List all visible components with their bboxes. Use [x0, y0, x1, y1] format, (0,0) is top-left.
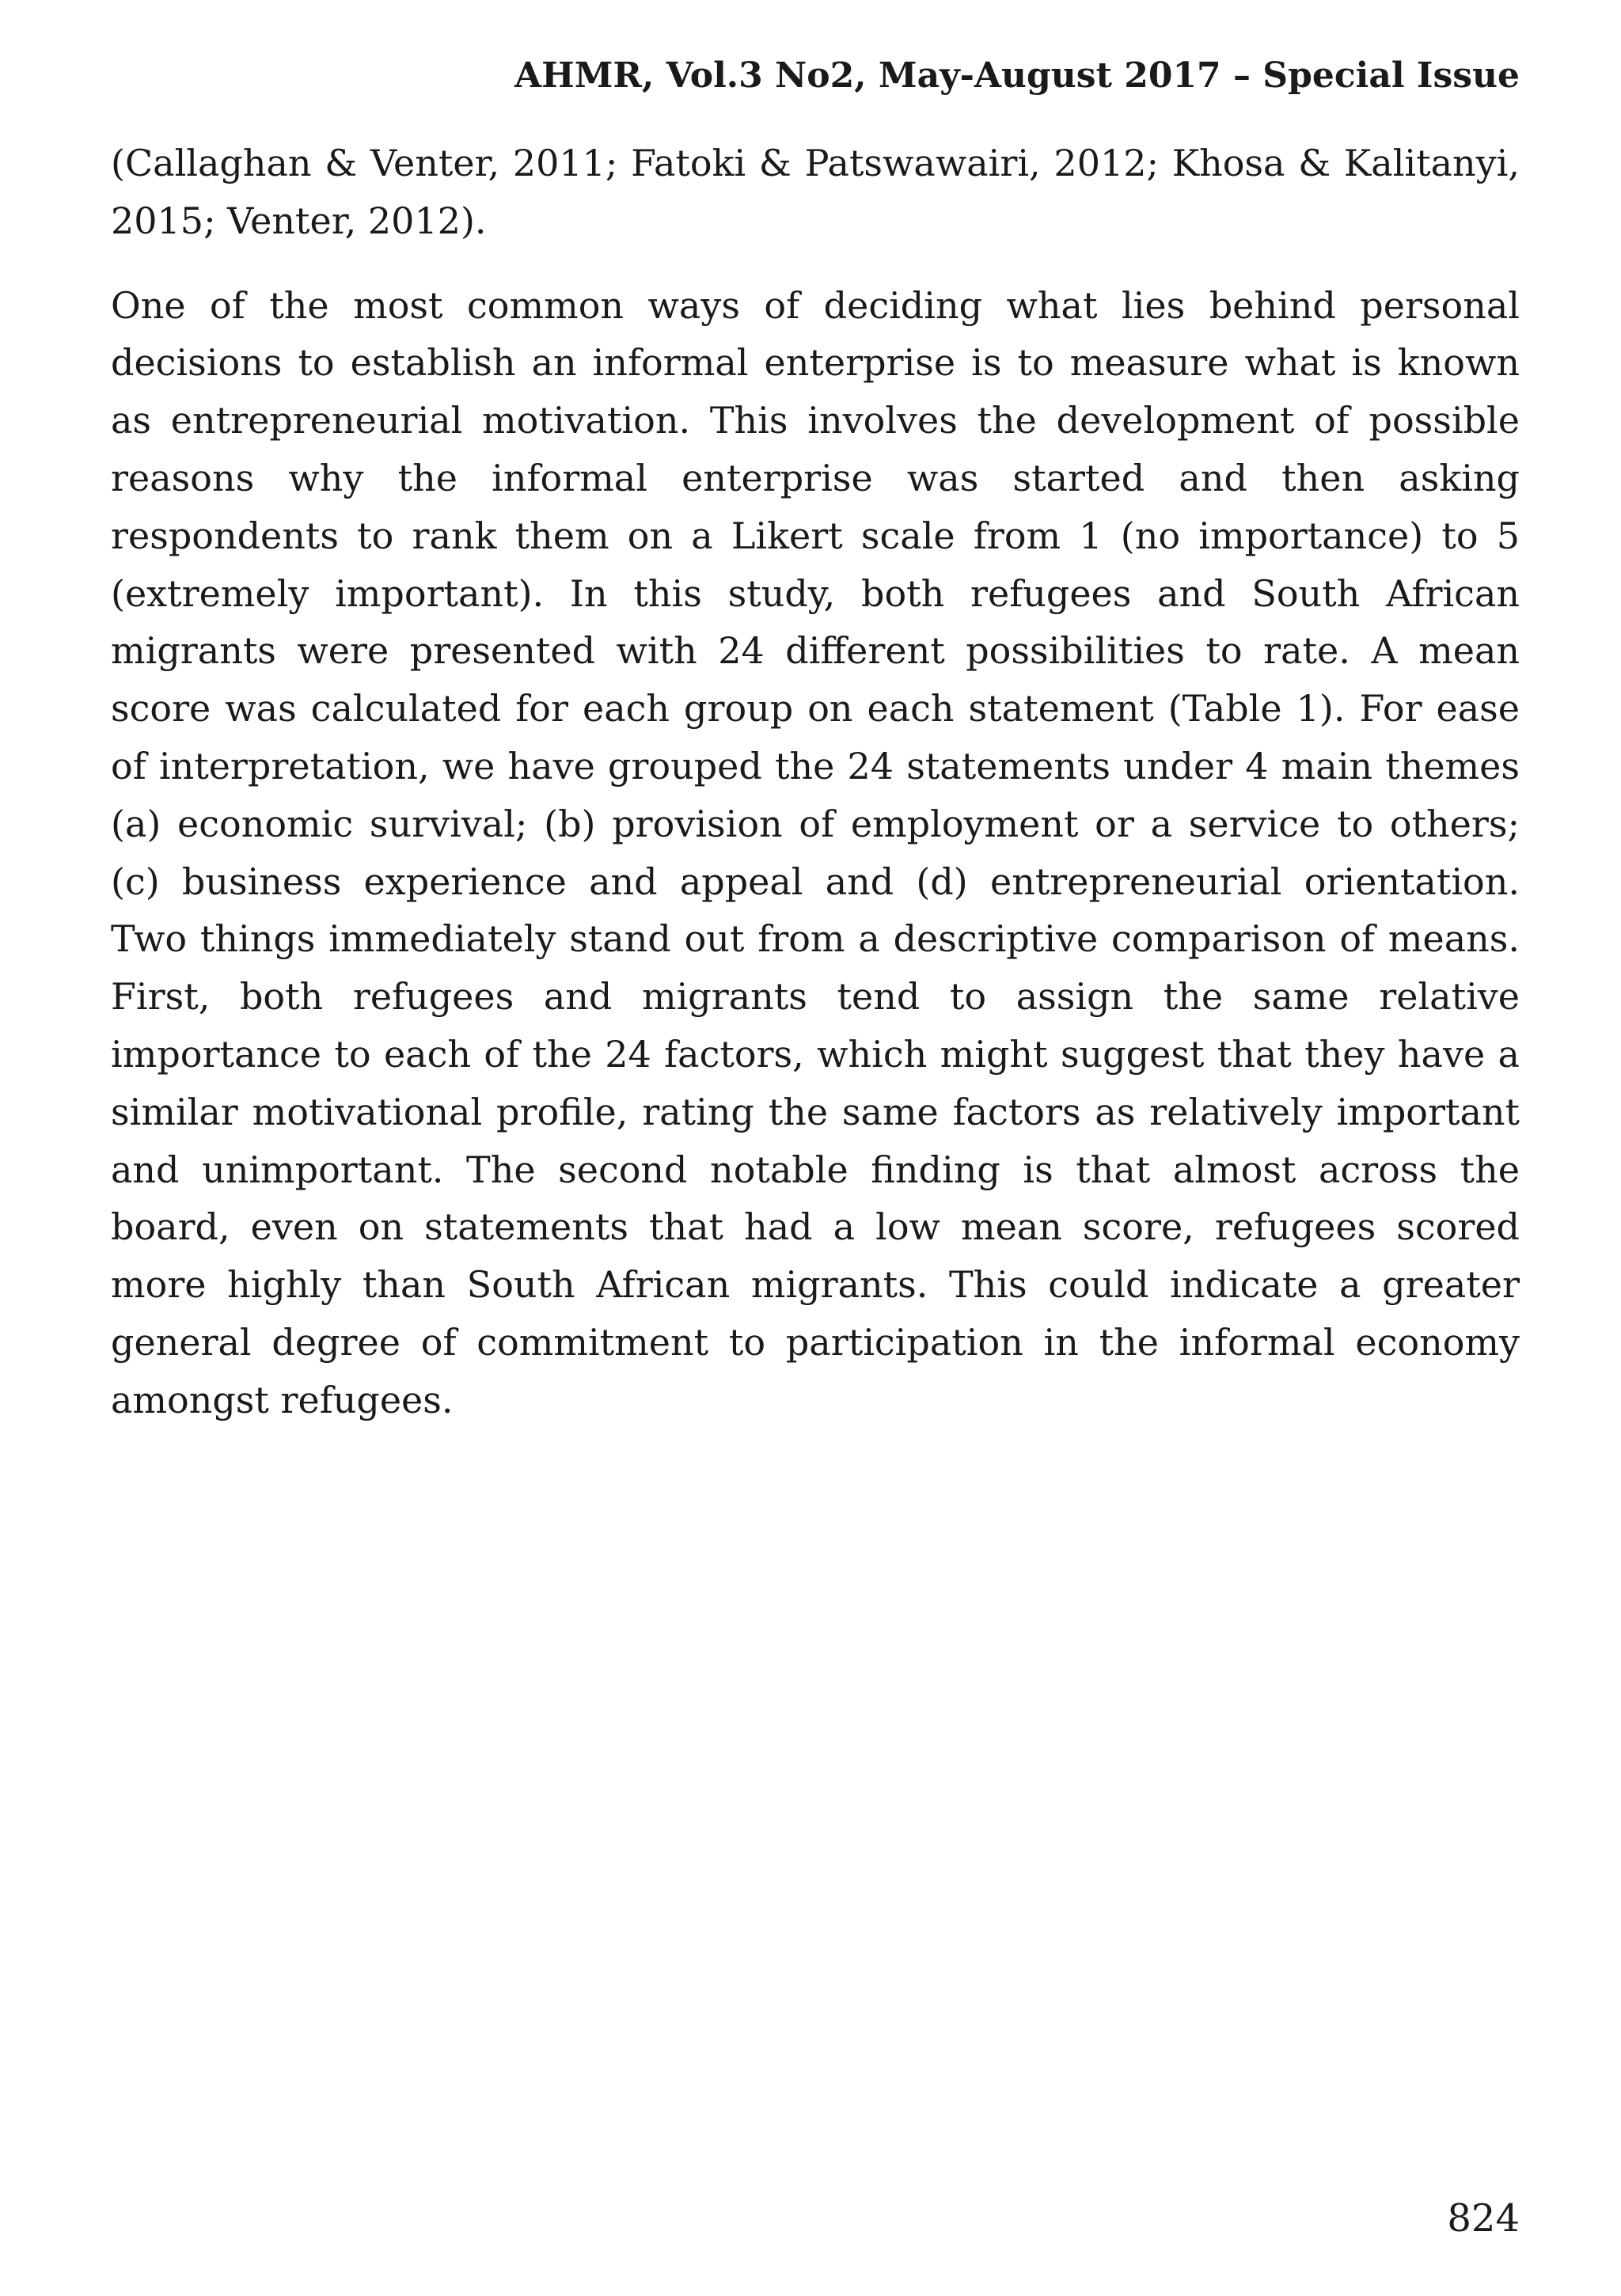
- page-number: 824: [1447, 2196, 1520, 2241]
- body-text: [111, 135, 1520, 1459]
- running-header: AHMR, Vol.3 No2, May-August 2017 – Special Issue: [514, 55, 1520, 96]
- paragraph-entrepreneurial-motivation: One of the most common ways of deciding what lies behind personal decisions to establish an informal enterprise is to measure what is known as entrepreneurial motivation. This involves the development of possible reasons why the informal enterprise was started and then asking respondents to rank them on a Likert scale from 1 (no importance) to 5 (extremely important). In this study, both refugees and South African migrants were presented with 24 different possibilities to rate. A mean score was calculated for each group on each statement (Table 1). For ease of interpretation, we have grouped the 24 statements under 4 main themes (a) economic survival; (b) provision of employment or a service to others; (c) business experience and appeal and (d) entrepreneurial orientation. Two things immediately stand out from a descriptive comparison of means. First, both refugees and migrants tend to assign the same relative importance to each of the 24 factors, which might suggest that they have a similar motivational profile, rating the same factors as relatively important and unimportant. The second notable finding is that almost across the board, even on statements that had a low mean score, refugees scored more highly than South African migrants. This could indicate a greater general degree of commitment to participation in the informal economy amongst refugees.: [111, 283, 1520, 1421]
- paragraph-citation-continuation: (Callaghan & Venter, 2011; Fatoki & Patswawairi, 2012; Khosa & Kalitanyi, 2015; Venter, 2012).: [111, 142, 1520, 242]
